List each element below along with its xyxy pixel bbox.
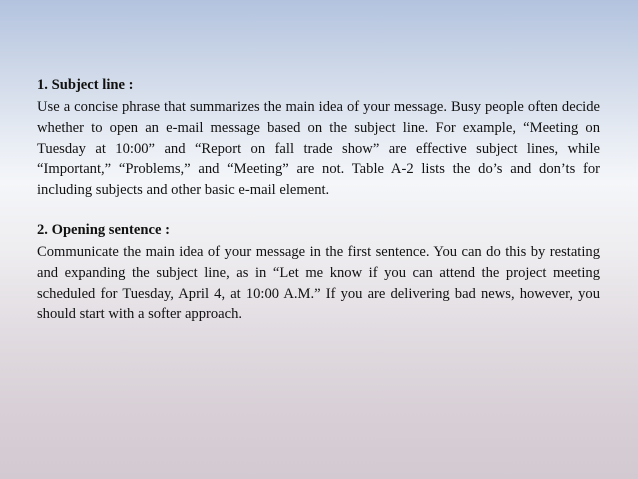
section-heading: 2. Opening sentence : bbox=[37, 221, 170, 238]
section-body: Communicate the main idea of your message in the first sentence. You can do this by restating and expanding the subject line, as in “Let me know if you can attend the project meeting scheduled for Tuesday, April 4, at 10:00 A.M.” If you are delivering bad news, however, you should start with a softer approach. bbox=[37, 243, 600, 323]
section-heading: 1. Subject line : bbox=[37, 77, 134, 93]
section-body: Use a concise phrase that summarizes the main idea of your message. Busy people often decide whether to open an e-mail message based on the subject line. For example, “Meeting on Tuesday at 10:00” and “Report on fall trade show” are effective subject lines, while “Important,” “Problems,” and “Meeting” are not. Table A-2 lists the do’s and don’ts for including subjects and other basic e-mail element. bbox=[37, 99, 600, 199]
section-subject-line bbox=[37, 75, 600, 201]
section-opening-sentence bbox=[37, 220, 600, 325]
slide-content bbox=[37, 75, 600, 325]
